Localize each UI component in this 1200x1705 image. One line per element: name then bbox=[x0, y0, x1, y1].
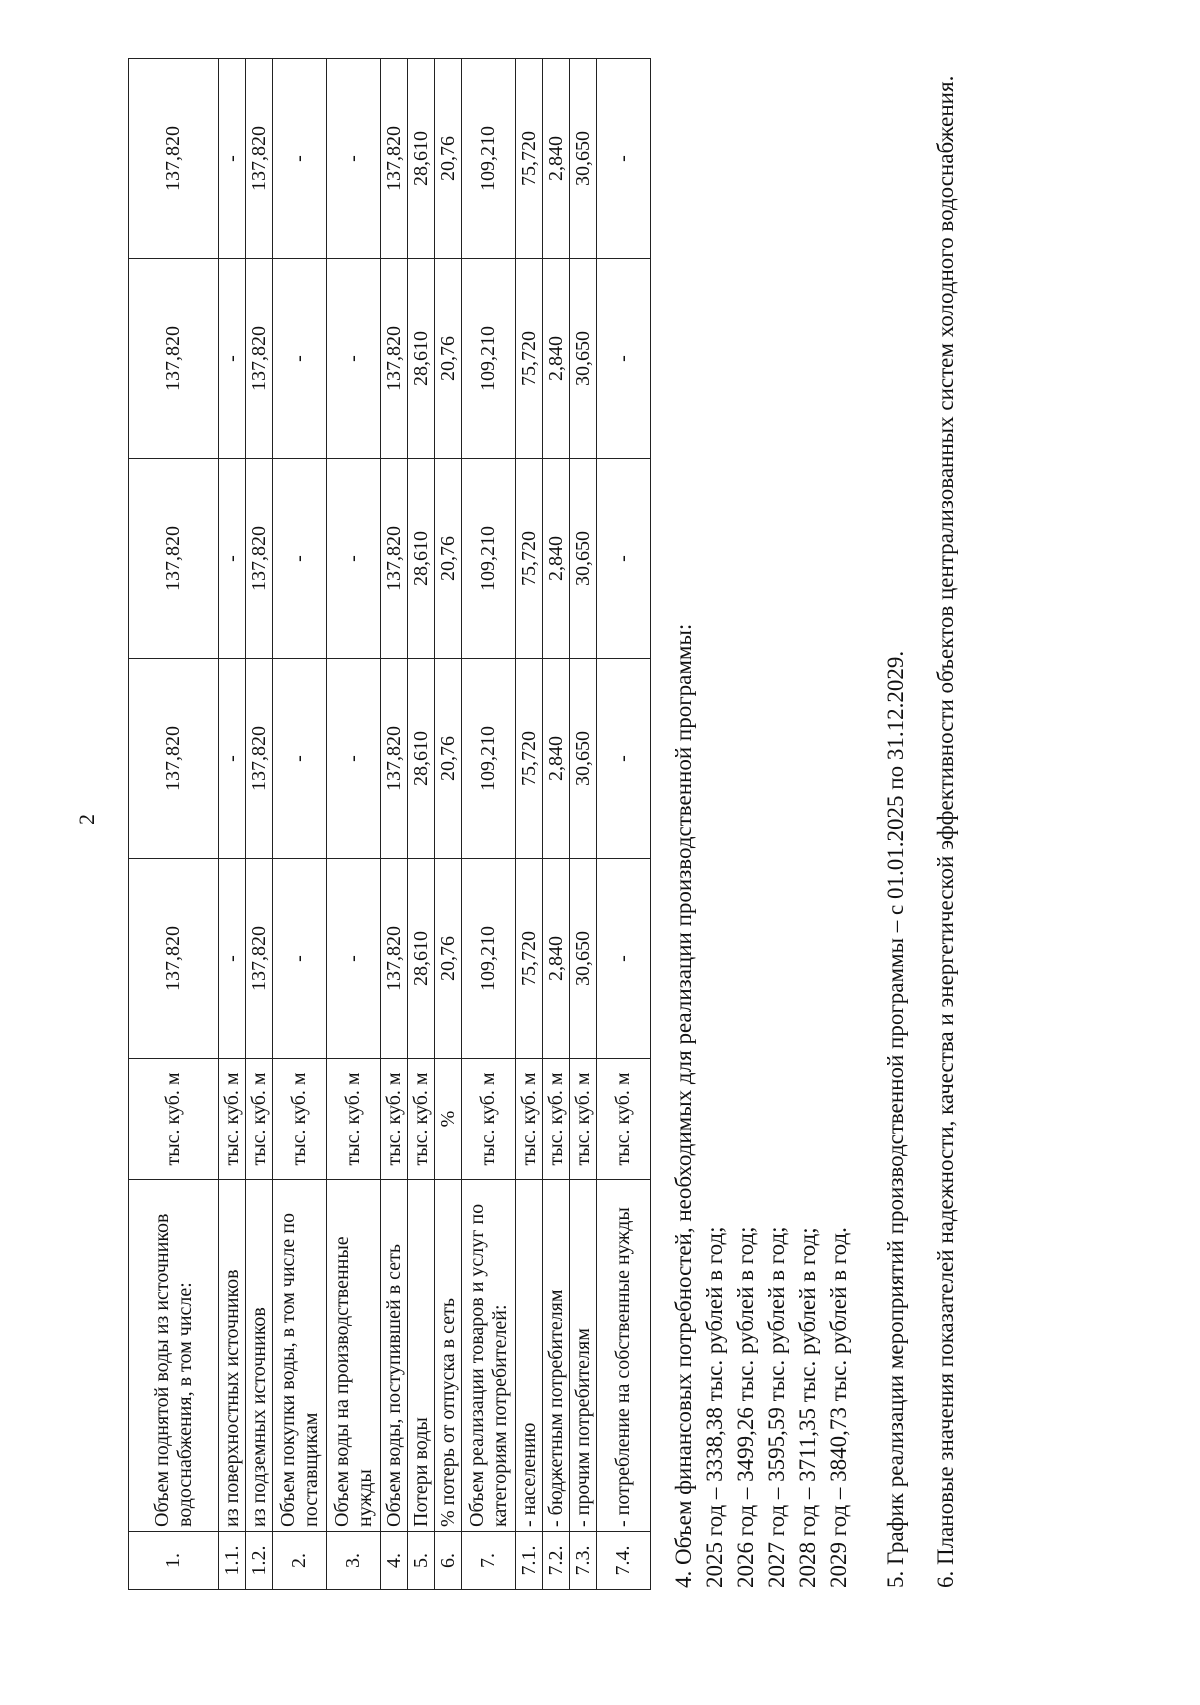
row-number: 1.1. bbox=[219, 1532, 246, 1590]
year-value: - bbox=[219, 859, 246, 1059]
row-number: 1.2. bbox=[246, 1532, 273, 1590]
unit: тыс. куб. м bbox=[381, 1059, 408, 1180]
year-value: 30,650 bbox=[570, 459, 597, 659]
year-value: 2,840 bbox=[543, 59, 570, 259]
financial-line: 2025 год – 3338,38 тыс. рублей в год; bbox=[702, 1226, 727, 1588]
unit: тыс. куб. м bbox=[597, 1059, 651, 1180]
year-value: 75,720 bbox=[516, 659, 543, 859]
financial-line: 2029 год – 3840,73 тыс. рублей в год. bbox=[826, 1227, 851, 1588]
row-number: 5. bbox=[408, 1532, 435, 1590]
year-value: 137,820 bbox=[246, 859, 273, 1059]
year-value: 2,840 bbox=[543, 459, 570, 659]
unit: тыс. куб. м bbox=[570, 1059, 597, 1180]
table-row bbox=[219, 59, 246, 1590]
indicator-name: Потери воды bbox=[408, 1180, 435, 1532]
year-value: - bbox=[597, 659, 651, 859]
year-value: 75,720 bbox=[516, 859, 543, 1059]
year-value: - bbox=[327, 659, 381, 859]
table-row bbox=[246, 59, 273, 1590]
year-value: 109,210 bbox=[462, 859, 516, 1059]
year-value: - bbox=[597, 59, 651, 259]
table-row bbox=[597, 59, 651, 1590]
year-value: 28,610 bbox=[408, 659, 435, 859]
year-value: 137,820 bbox=[129, 59, 219, 259]
table-row bbox=[516, 59, 543, 1590]
table-row bbox=[327, 59, 381, 1590]
year-value: 2,840 bbox=[543, 859, 570, 1059]
section-4-financial-needs bbox=[668, 58, 854, 1588]
row-number: 7.4. bbox=[597, 1532, 651, 1590]
year-value: - bbox=[273, 459, 327, 659]
year-value: - bbox=[273, 259, 327, 459]
year-value: - bbox=[327, 59, 381, 259]
year-value: - bbox=[597, 259, 651, 459]
year-value: 28,610 bbox=[408, 259, 435, 459]
table-row bbox=[435, 59, 462, 1590]
row-number: 1. bbox=[129, 1532, 219, 1590]
year-value: 75,720 bbox=[516, 59, 543, 259]
indicator-name: % потерь от отпуска в сеть bbox=[435, 1180, 462, 1532]
unit: тыс. куб. м bbox=[543, 1059, 570, 1180]
year-value: - bbox=[327, 459, 381, 659]
unit: тыс. куб. м bbox=[219, 1059, 246, 1180]
unit: тыс. куб. м bbox=[246, 1059, 273, 1180]
year-value: 109,210 bbox=[462, 459, 516, 659]
year-value: 30,650 bbox=[570, 259, 597, 459]
year-value: 109,210 bbox=[462, 659, 516, 859]
financial-line: 2026 год – 3499,26 тыс. рублей в год; bbox=[733, 1226, 758, 1588]
indicator-name: Объем воды на производственные нужды bbox=[327, 1180, 381, 1532]
indicators-table bbox=[128, 58, 651, 1590]
indicator-name: из поверхностных источников bbox=[219, 1180, 246, 1532]
indicator-name: Объем покупки воды, в том числе по поставщикам bbox=[273, 1180, 327, 1532]
section-6-indicators: 6. Плановые значения показателей надежности, качества и энергетической эффективности объектов централизованных систем холодного водоснабжения. bbox=[933, 75, 958, 1588]
indicator-name: - бюджетным потребителям bbox=[543, 1180, 570, 1532]
unit: тыс. куб. м bbox=[273, 1059, 327, 1180]
year-value: 20,76 bbox=[435, 859, 462, 1059]
year-value: 20,76 bbox=[435, 659, 462, 859]
year-value: 20,76 bbox=[435, 259, 462, 459]
year-value: 30,650 bbox=[570, 659, 597, 859]
row-number: 7.2. bbox=[543, 1532, 570, 1590]
table-row bbox=[570, 59, 597, 1590]
year-value: 20,76 bbox=[435, 459, 462, 659]
table-row bbox=[273, 59, 327, 1590]
year-value: - bbox=[219, 259, 246, 459]
row-number: 7.3. bbox=[570, 1532, 597, 1590]
unit: тыс. куб. м bbox=[327, 1059, 381, 1180]
year-value: - bbox=[327, 859, 381, 1059]
year-value: - bbox=[327, 259, 381, 459]
year-value: 137,820 bbox=[381, 259, 408, 459]
year-value: - bbox=[219, 459, 246, 659]
table-row bbox=[129, 59, 219, 1590]
year-value: 137,820 bbox=[381, 859, 408, 1059]
indicator-name: из подземных источников bbox=[246, 1180, 273, 1532]
table-row bbox=[381, 59, 408, 1590]
year-value: 109,210 bbox=[462, 259, 516, 459]
year-value: 28,610 bbox=[408, 59, 435, 259]
page-number: 2 bbox=[74, 814, 99, 825]
year-value: 28,610 bbox=[408, 459, 435, 659]
indicator-name: - потребление на собственные нужды bbox=[597, 1180, 651, 1532]
year-value: 137,820 bbox=[246, 59, 273, 259]
year-value: 137,820 bbox=[381, 659, 408, 859]
unit: % bbox=[435, 1059, 462, 1180]
row-number: 2. bbox=[273, 1532, 327, 1590]
indicator-name: - прочим потребителям bbox=[570, 1180, 597, 1532]
year-value: 30,650 bbox=[570, 859, 597, 1059]
year-value: 137,820 bbox=[246, 259, 273, 459]
year-value: - bbox=[273, 859, 327, 1059]
year-value: 137,820 bbox=[129, 659, 219, 859]
year-value: 75,720 bbox=[516, 259, 543, 459]
indicator-name: Объем воды, поступившей в сеть bbox=[381, 1180, 408, 1532]
year-value: 137,820 bbox=[129, 259, 219, 459]
unit: тыс. куб. м bbox=[462, 1059, 516, 1180]
year-value: 28,610 bbox=[408, 859, 435, 1059]
year-value: 137,820 bbox=[129, 859, 219, 1059]
year-value: - bbox=[597, 859, 651, 1059]
row-number: 6. bbox=[435, 1532, 462, 1590]
row-number: 4. bbox=[381, 1532, 408, 1590]
year-value: - bbox=[273, 659, 327, 859]
unit: тыс. куб. м bbox=[408, 1059, 435, 1180]
indicator-name: Объем реализации товаров и услуг по категориям потребителей: bbox=[462, 1180, 516, 1532]
financial-line: 2027 год – 3595,59 тыс. рублей в год; bbox=[764, 1226, 789, 1588]
section-5-schedule: 5. График реализации мероприятий производственной программы – с 01.01.2025 по 31.12.2029. bbox=[883, 650, 908, 1588]
unit: тыс. куб. м bbox=[129, 1059, 219, 1180]
year-value: 109,210 bbox=[462, 59, 516, 259]
table-row bbox=[462, 59, 516, 1590]
year-value: 2,840 bbox=[543, 659, 570, 859]
unit: тыс. куб. м bbox=[516, 1059, 543, 1180]
year-value: - bbox=[597, 459, 651, 659]
section-4-heading: 4. Объем финансовых потребностей, необходимых для реализации производственной программы: bbox=[671, 623, 696, 1588]
year-value: 137,820 bbox=[381, 59, 408, 259]
year-value: 137,820 bbox=[246, 459, 273, 659]
row-number: 7. bbox=[462, 1532, 516, 1590]
year-value: 137,820 bbox=[381, 459, 408, 659]
year-value: 20,76 bbox=[435, 59, 462, 259]
row-number: 7.1. bbox=[516, 1532, 543, 1590]
year-value: 75,720 bbox=[516, 459, 543, 659]
year-value: 137,820 bbox=[246, 659, 273, 859]
financial-line: 2028 год – 3711,35 тыс. рублей в год; bbox=[795, 1227, 820, 1588]
year-value: 137,820 bbox=[129, 459, 219, 659]
year-value: - bbox=[273, 59, 327, 259]
year-value: - bbox=[219, 659, 246, 859]
table-row bbox=[543, 59, 570, 1590]
table-row bbox=[408, 59, 435, 1590]
indicator-name: - населению bbox=[516, 1180, 543, 1532]
year-value: 2,840 bbox=[543, 259, 570, 459]
year-value: - bbox=[219, 59, 246, 259]
indicator-name: Объем поднятой воды из источников водоснабжения, в том числе: bbox=[129, 1180, 219, 1532]
row-number: 3. bbox=[327, 1532, 381, 1590]
year-value: 30,650 bbox=[570, 59, 597, 259]
